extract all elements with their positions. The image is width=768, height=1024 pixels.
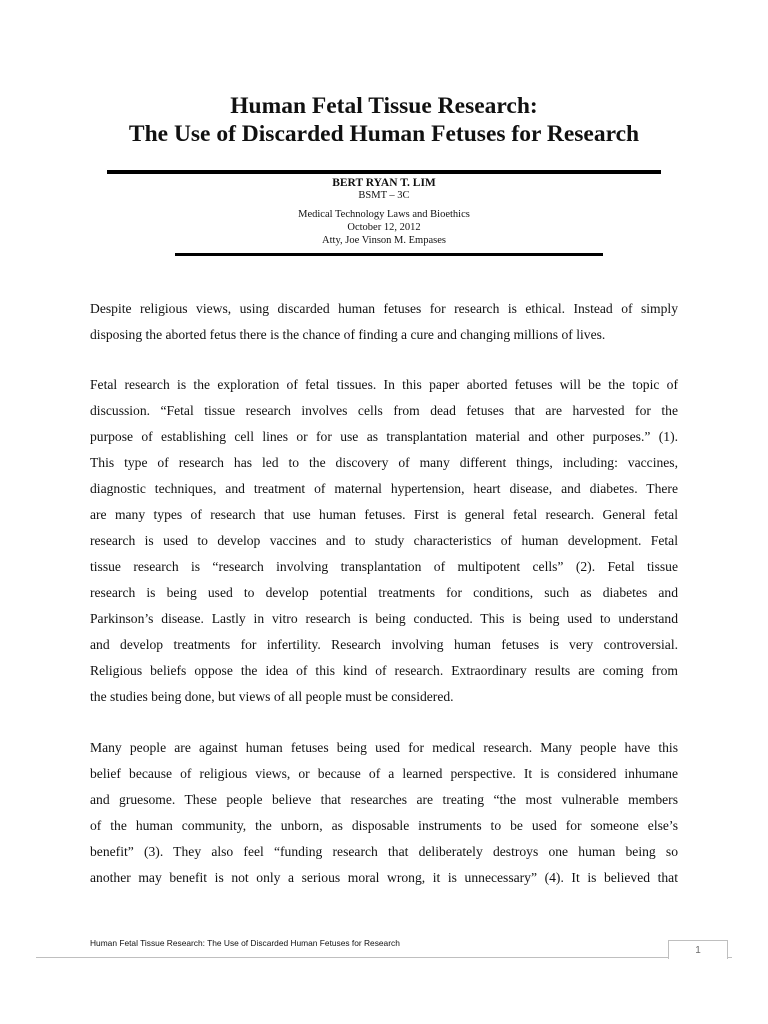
text-line: discussion. “Fetal tissue research involves cells from dead fetuses that are harvested for the	[90, 403, 678, 418]
page-number: 1	[668, 940, 728, 959]
text-line: the studies being done, but views of all people must be considered.	[90, 689, 454, 704]
text-line: Religious beliefs oppose the idea of this kind of research. Extraordinary results are coming from	[90, 663, 678, 678]
paragraph-3	[90, 735, 678, 891]
header-bottom-rule	[175, 253, 603, 256]
text-line: Parkinson’s disease. Lastly in vitro research is being conducted. This is being used to understand	[90, 611, 678, 626]
course-name: Medical Technology Laws and Bioethics	[298, 209, 470, 220]
text-line: research is being used to develop potential treatments for conditions, such as diabetes and	[90, 585, 678, 600]
paragraph-1	[90, 296, 678, 348]
document-date: October 12, 2012	[347, 222, 421, 233]
footer-rule	[36, 957, 732, 958]
document-title-line2: The Use of Discarded Human Fetuses for Research	[128, 121, 640, 147]
author-name: BERT RYAN T. LIM	[332, 177, 436, 189]
text-line: This type of research has led to the discovery of many different things, including: vaccines,	[90, 455, 678, 470]
text-line: another may benefit is not only a serious moral wrong, it is unnecessary” (4). It is believed that	[90, 870, 678, 885]
paragraph-2	[90, 372, 678, 710]
text-line: of the human community, the unborn, as disposable instruments to be used for someone else’s	[90, 818, 678, 833]
text-line: Despite religious views, using discarded human fetuses for research is ethical. Instead of simply	[90, 301, 678, 316]
text-line: and gruesome. These people believe that researches are treating “the most vulnerable members	[90, 792, 678, 807]
author-program: BSMT – 3C	[358, 190, 410, 201]
instructor-name: Atty, Joe Vinson M. Empases	[322, 235, 446, 246]
text-line: and develop treatments for infertility. Research involving human fetuses is very controversial.	[90, 637, 678, 652]
text-line: are many types of research that use human fetuses. First is general fetal research. General fetal	[90, 507, 678, 522]
text-line: Fetal research is the exploration of fetal tissues. In this paper aborted fetuses will be the topic of	[90, 377, 678, 392]
text-line: benefit” (3). They also feel “funding research that deliberately destroys one human being so	[90, 844, 678, 859]
text-line: purpose of establishing cell lines or for use as transplantation material and other purposes.” (1).	[90, 429, 678, 444]
title-rule	[107, 170, 661, 174]
footer-running-title: Human Fetal Tissue Research: The Use of Discarded Human Fetuses for Research	[90, 938, 400, 948]
text-line: diagnostic techniques, and treatment of maternal hypertension, heart disease, and diabetes. There	[90, 481, 678, 496]
text-line: disposing the aborted fetus there is the chance of finding a cure and changing millions of lives.	[90, 327, 606, 342]
text-line: belief because of religious views, or because of a learned perspective. It is considered inhumane	[90, 766, 678, 781]
text-line: Many people are against human fetuses being used for medical research. Many people have this	[90, 740, 678, 755]
document-title-line1: Human Fetal Tissue Research:	[230, 93, 538, 119]
text-line: research is used to develop vaccines and to study characteristics of human development. Fetal	[90, 533, 678, 548]
text-line: tissue research is “research involving transplantation of multipotent cells” (2). Fetal tissue	[90, 559, 678, 574]
